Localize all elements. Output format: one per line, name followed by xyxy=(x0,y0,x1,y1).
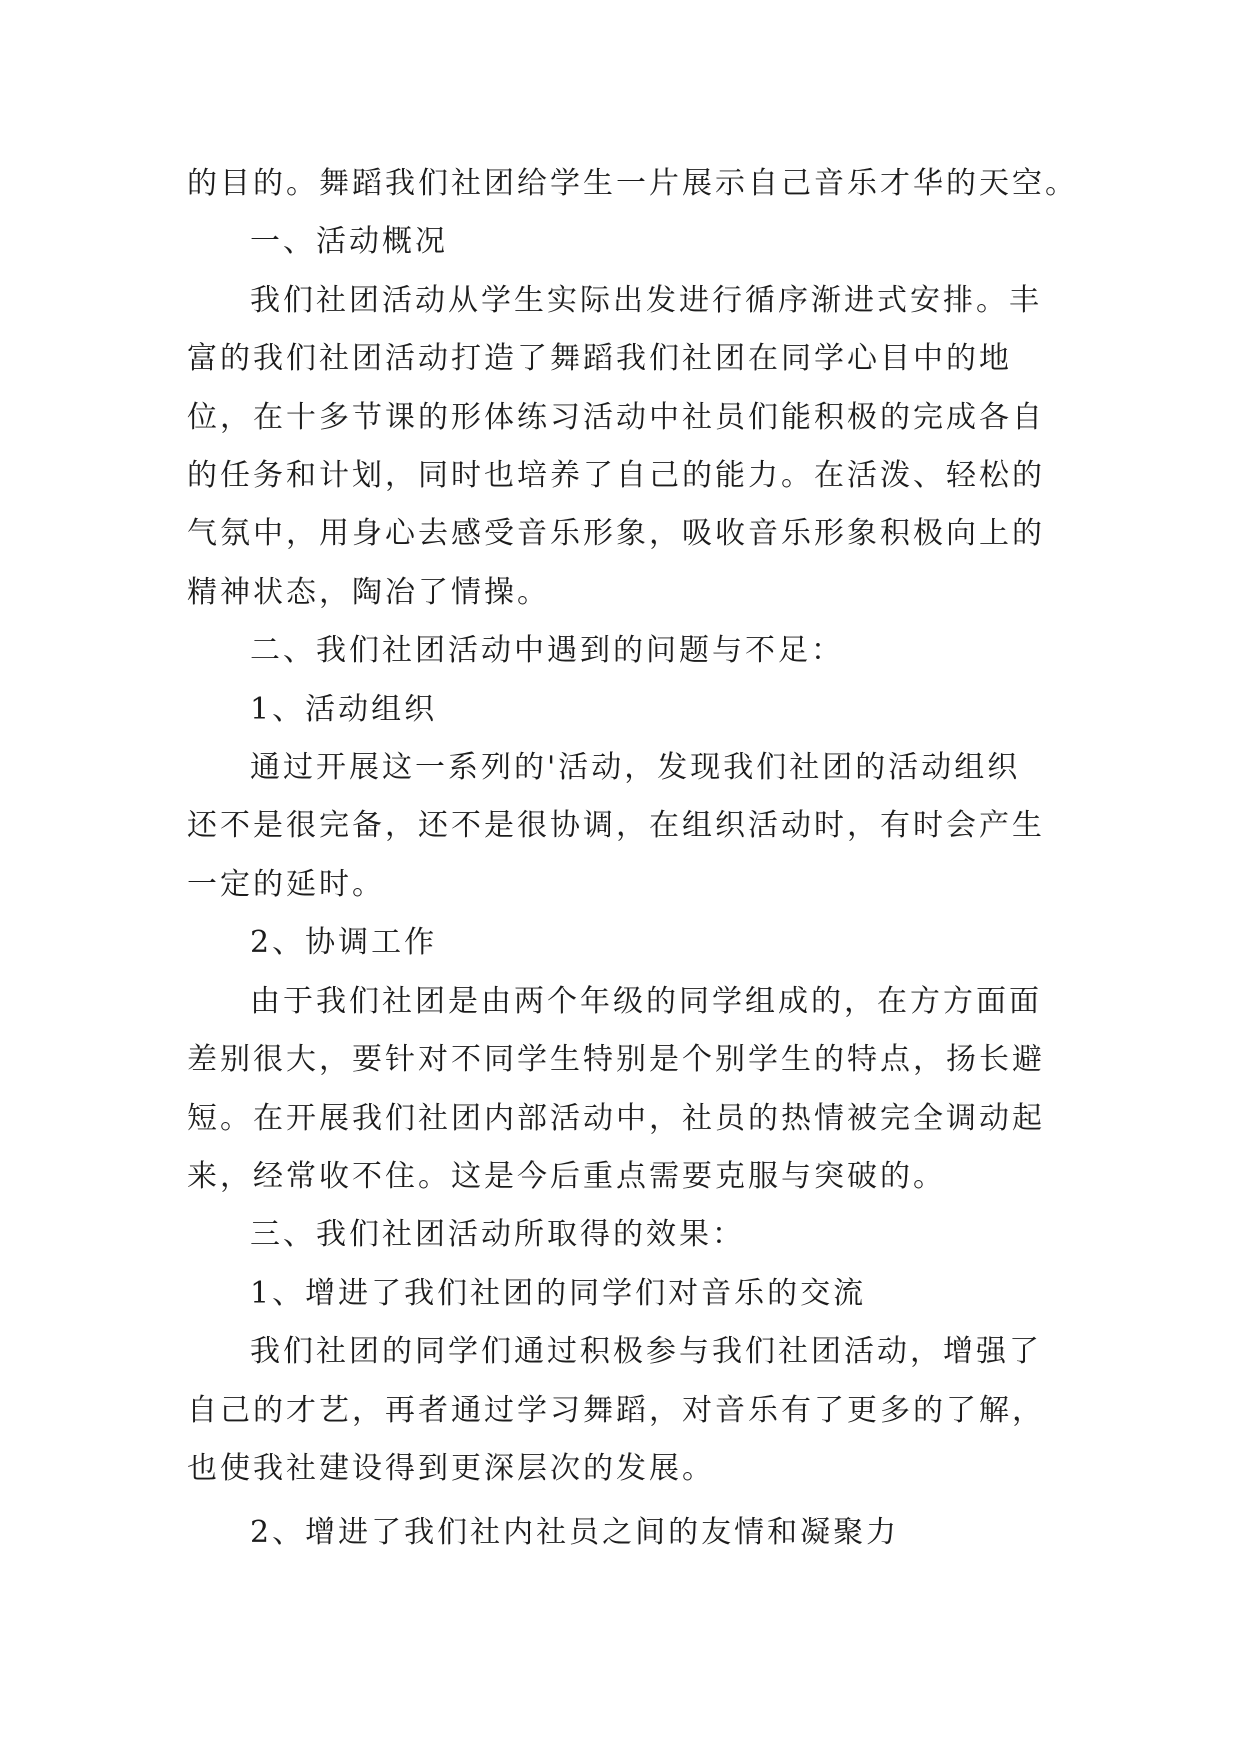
subsection-heading: 1、增进了我们社团的同学们对音乐的交流 xyxy=(250,1275,867,1311)
paragraph-line: 自己的才艺，再者通过学习舞蹈，对音乐有了更多的了解， xyxy=(187,1392,1045,1428)
paragraph-line: 由于我们社团是由两个年级的同学组成的，在方方面面 xyxy=(250,983,1042,1019)
paragraph-line: 富的我们社团活动打造了舞蹈我们社团在同学心目中的地 xyxy=(187,341,1012,377)
paragraph-line: 一定的延时。 xyxy=(187,866,385,902)
paragraph-line: 还不是很完备，还不是很协调，在组织活动时，有时会产生 xyxy=(187,808,1045,844)
paragraph-line: 精神状态，陶冶了情操。 xyxy=(187,574,550,610)
paragraph-line: 短。在开展我们社团内部活动中，社员的热情被完全调动起 xyxy=(187,1100,1045,1136)
paragraph-line: 差别很大，要针对不同学生特别是个别学生的特点，扬长避 xyxy=(187,1042,1045,1078)
subsection-heading: 2、增进了我们社内社员之间的友情和凝聚力 xyxy=(250,1515,900,1551)
subsection-heading: 1、活动组织 xyxy=(250,691,438,727)
paragraph-line: 的目的。舞蹈我们社团给学生一片展示自己音乐才华的天空。 xyxy=(187,166,1078,201)
paragraph-line: 位，在十多节课的形体练习活动中社员们能积极的完成各自 xyxy=(187,399,1045,435)
section-heading: 一、活动概况 xyxy=(250,224,448,260)
section-heading: 三、我们社团活动所取得的效果： xyxy=(250,1217,745,1253)
paragraph-line: 也使我社建设得到更深层次的发展。 xyxy=(187,1450,715,1486)
paragraph-line: 气氛中，用身心去感受音乐形象，吸收音乐形象积极向上的 xyxy=(187,516,1045,552)
paragraph-line: 的任务和计划，同时也培养了自己的能力。在活泼、轻松的 xyxy=(187,458,1045,494)
subsection-heading: 2、协调工作 xyxy=(250,925,438,961)
paragraph-line: 我们社团活动从学生实际出发进行循序渐进式安排。丰 xyxy=(250,282,1042,318)
paragraph-line: 我们社团的同学们通过积极参与我们社团活动，增强了 xyxy=(250,1334,1042,1370)
paragraph-line: 来，经常收不住。这是今后重点需要克服与突破的。 xyxy=(187,1158,946,1194)
paragraph-line: 通过开展这一系列的'活动，发现我们社团的活动组织 xyxy=(250,750,1021,786)
document-body xyxy=(187,155,1087,1563)
section-heading: 二、我们社团活动中遇到的问题与不足： xyxy=(250,633,844,669)
